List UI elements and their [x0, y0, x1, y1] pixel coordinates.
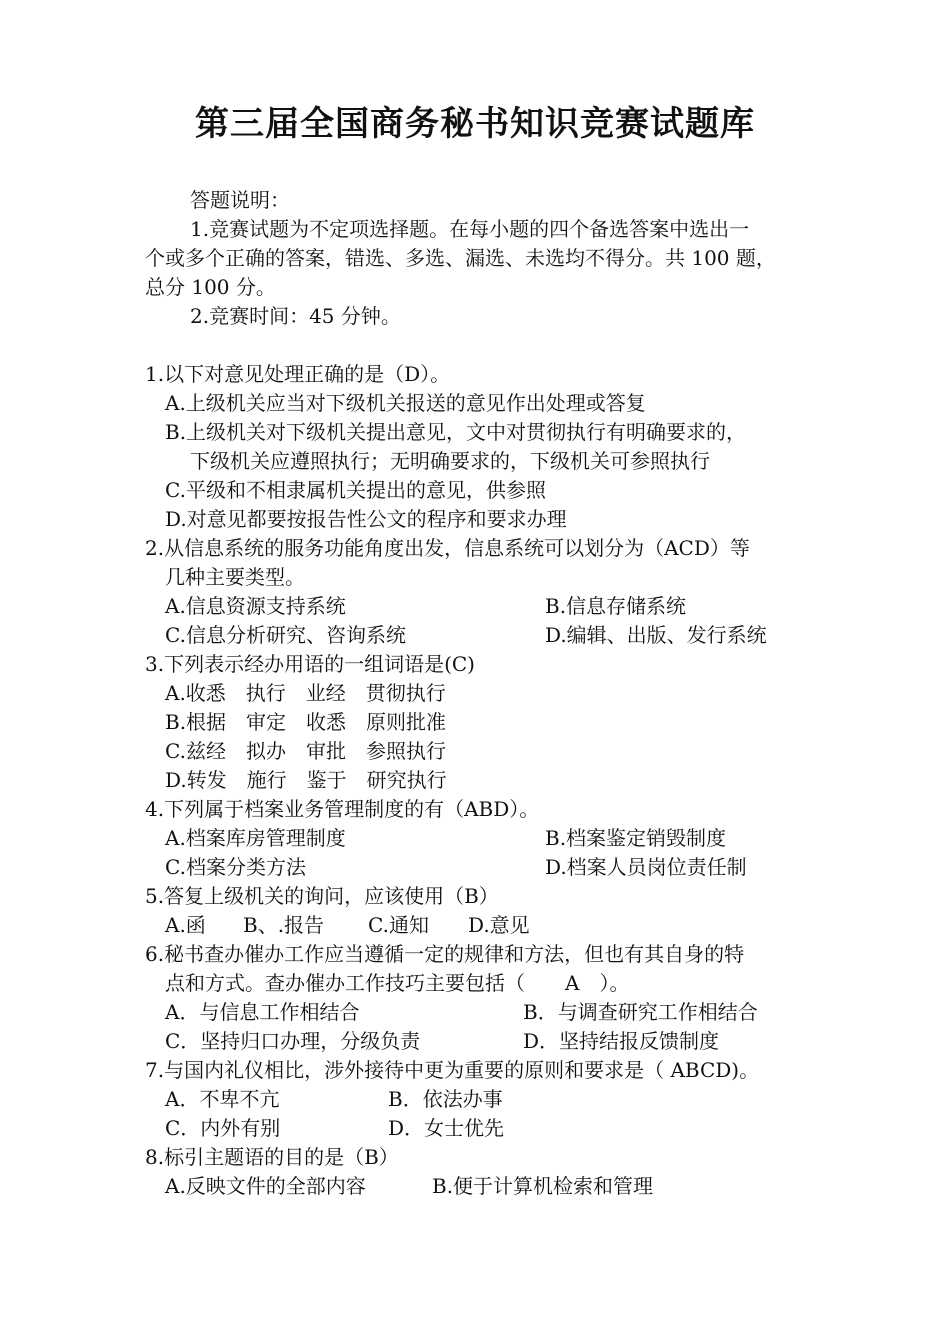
question-2-option-b: B.信息存储系统 [545, 594, 687, 618]
question-5-option-b: B、.报告 [243, 913, 325, 937]
page-title: 第三届全国商务秘书知识竞赛试题库 [195, 104, 755, 144]
question-3-option-d: D.转发 施行 鉴于 研究执行 [165, 768, 447, 792]
question-4-option-c: C.档案分类方法 [165, 855, 306, 879]
question-6-option-c: C．坚持归口办理，分级负责 [165, 1029, 421, 1053]
question-5-option-c: C.通知 [368, 913, 429, 937]
question-2-stem-cont: 几种主要类型。 [165, 565, 305, 589]
question-1-option-b-cont: 下级机关应遵照执行；无明确要求的，下级机关可参照执行 [190, 449, 710, 473]
question-5-option-d: D.意见 [468, 913, 530, 937]
question-6-stem: 6.秘书查办催办工作应当遵循一定的规律和方法，但也有其自身的特 [145, 942, 745, 966]
question-4-option-b: B.档案鉴定销毁制度 [545, 826, 727, 850]
question-8-option-b: B.便于计算机检索和管理 [432, 1174, 654, 1198]
question-1-option-d: D.对意见都要按报告性公文的程序和要求办理 [165, 507, 567, 531]
question-6-option-d: D．坚持结报反馈制度 [523, 1029, 720, 1053]
question-2-option-a: A.信息资源支持系统 [165, 594, 346, 618]
question-4-option-d: D.档案人员岗位责任制 [545, 855, 747, 879]
question-8-option-a: A.反映文件的全部内容 [165, 1174, 366, 1198]
instructions-item-1-line-1: 1.竞赛试题为不定项选择题。在每小题的四个备选答案中选出一 [190, 217, 750, 241]
question-5-option-a: A.函 [165, 913, 206, 937]
question-2-option-d: D.编辑、出版、发行系统 [545, 623, 767, 647]
question-1-option-b: B.上级机关对下级机关提出意见，文中对贯彻执行有明确要求的， [165, 420, 747, 444]
question-7-option-a: A．不卑不亢 [165, 1087, 280, 1111]
question-7-option-b: B．依法办事 [388, 1087, 503, 1111]
instructions-heading: 答题说明： [190, 188, 290, 212]
question-7-option-c: C．内外有别 [165, 1116, 281, 1140]
question-3-option-a: A.收悉 执行 业经 贯彻执行 [165, 681, 446, 705]
question-3-stem: 3.下列表示经办用语的一组词语是(C) [145, 652, 475, 676]
question-7-stem: 7.与国内礼仪相比，涉外接待中更为重要的原则和要求是（ ABCD)。 [145, 1058, 760, 1082]
instructions-item-1-line-3: 总分 100 分。 [145, 275, 276, 299]
question-7-option-d: D．女士优先 [388, 1116, 505, 1140]
question-6-stem-cont: 点和方式。查办催办工作技巧主要包括（ A ）。 [165, 971, 630, 995]
question-8-stem: 8.标引主题语的目的是（B） [145, 1145, 399, 1169]
instructions-item-2: 2.竞赛时间：45 分钟。 [190, 304, 401, 328]
question-3-option-b: B.根据 审定 收悉 原则批准 [165, 710, 447, 734]
question-1-option-a: A.上级机关应当对下级机关报送的意见作出处理或答复 [165, 391, 646, 415]
question-1-stem: 1.以下对意见处理正确的是（D）。 [145, 362, 451, 386]
question-1-option-c: C.平级和不相隶属机关提出的意见，供参照 [165, 478, 546, 502]
instructions-item-1-line-2: 个或多个正确的答案，错选、多选、漏选、未选均不得分。共 100 题， [145, 246, 776, 270]
question-3-option-c: C.兹经 拟办 审批 参照执行 [165, 739, 446, 763]
question-6-option-a: A．与信息工作相结合 [165, 1000, 360, 1024]
question-4-option-a: A.档案库房管理制度 [165, 826, 346, 850]
question-4-stem: 4.下列属于档案业务管理制度的有（ABD）。 [145, 797, 540, 821]
question-6-option-b: B．与调查研究工作相结合 [523, 1000, 758, 1024]
question-2-option-c: C.信息分析研究、咨询系统 [165, 623, 406, 647]
question-5-stem: 5.答复上级机关的询问，应该使用（B） [145, 884, 499, 908]
question-2-stem: 2.从信息系统的服务功能角度出发，信息系统可以划分为（ACD）等 [145, 536, 750, 560]
